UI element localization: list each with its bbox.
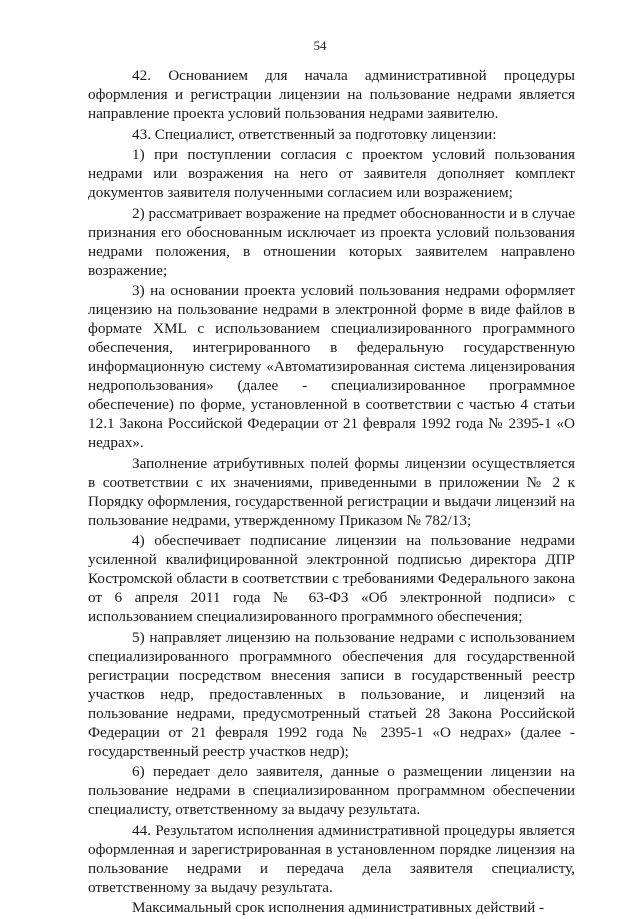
- list-item-6: 6) передает дело заявителя, данные о размещении лицензии на пользование недрами в специализированном программном обеспечении специалисту, ответственному за выдачу результата.: [88, 763, 575, 818]
- list-item-5: 5) направляет лицензию на пользование недрами с использованием специализированного программного обеспечения для государственной регистрации посредством внесения записи в государственный реестр участков недр, предоставленных в пользование, и лицензий на пользование недрами, предусмотренный статьей 28 Закона Российской Федерации от 21 февраля 1992 года № 2395-1 «О недрах» (далее - государственный реестр участков недр);: [88, 628, 575, 760]
- document-body: [88, 66, 575, 919]
- list-item-4: 4) обеспечивает подписание лицензии на пользование недрами усиленной квалифицированной электронной подписью директора ДПР Костромской области в соответствии с требованиями Федерального закона от 6 апреля 2011 года № 63-ФЗ «Об электронной подписи» с использованием специализированного программного обеспечения;: [88, 532, 575, 625]
- max-term-paragraph: Максимальный срок исполнения административных действий -: [132, 899, 545, 916]
- list-item-3: 3) на основании проекта условий пользования недрами оформляет лицензию на пользование недрами в электронной форме в виде файлов в формате XML с использованием специализированного программного обеспечения, интегрированного в федеральную государственную информационную систему «Автоматизированная система лицензирования недропользования» (далее - специализированное программное обеспечение) по форме, установленной в соответствии с частью 4 статьи 12.1 Закона Российской Федерации от 21 февраля 1992 года № 2395-1 «О недрах».: [88, 282, 575, 451]
- paragraph-43: 43. Специалист, ответственный за подготовку лицензии:: [132, 125, 497, 143]
- list-item-1: 1) при поступлении согласия с проектом условий пользования недрами или возражения на него от заявителя дополняет комплект документов заявителя полученными согласием или возражением;: [88, 146, 575, 201]
- paragraph-42: 42. Основанием для начала административной процедуры оформления и регистрации лицензии на пользование недрами является направление проекта условий пользования недрами заявителю.: [88, 67, 575, 122]
- page-number: 54: [313, 38, 327, 53]
- list-item-2: 2) рассматривает возражение на предмет обоснованности и в случае признания его обоснованным исключает из проекта условий пользования недрами положения, в отношении которых заявителем направлено возражение;: [88, 204, 575, 279]
- paragraph-44: 44. Результатом исполнения административной процедуры является оформленная и зарегистрированная в установленном порядке лицензия на пользование недрами и передача дела заявителя специалисту, ответственному за выдачу результата.: [88, 821, 575, 896]
- attribute-fields-paragraph: Заполнение атрибутивных полей формы лицензии осуществляется в соответствии с их значениями, приведенными в приложении № 2 к Порядку оформления, государственной регистрации и выдачи лицензий на пользование недрами, утвержденному Приказом № 782/13;: [88, 454, 575, 529]
